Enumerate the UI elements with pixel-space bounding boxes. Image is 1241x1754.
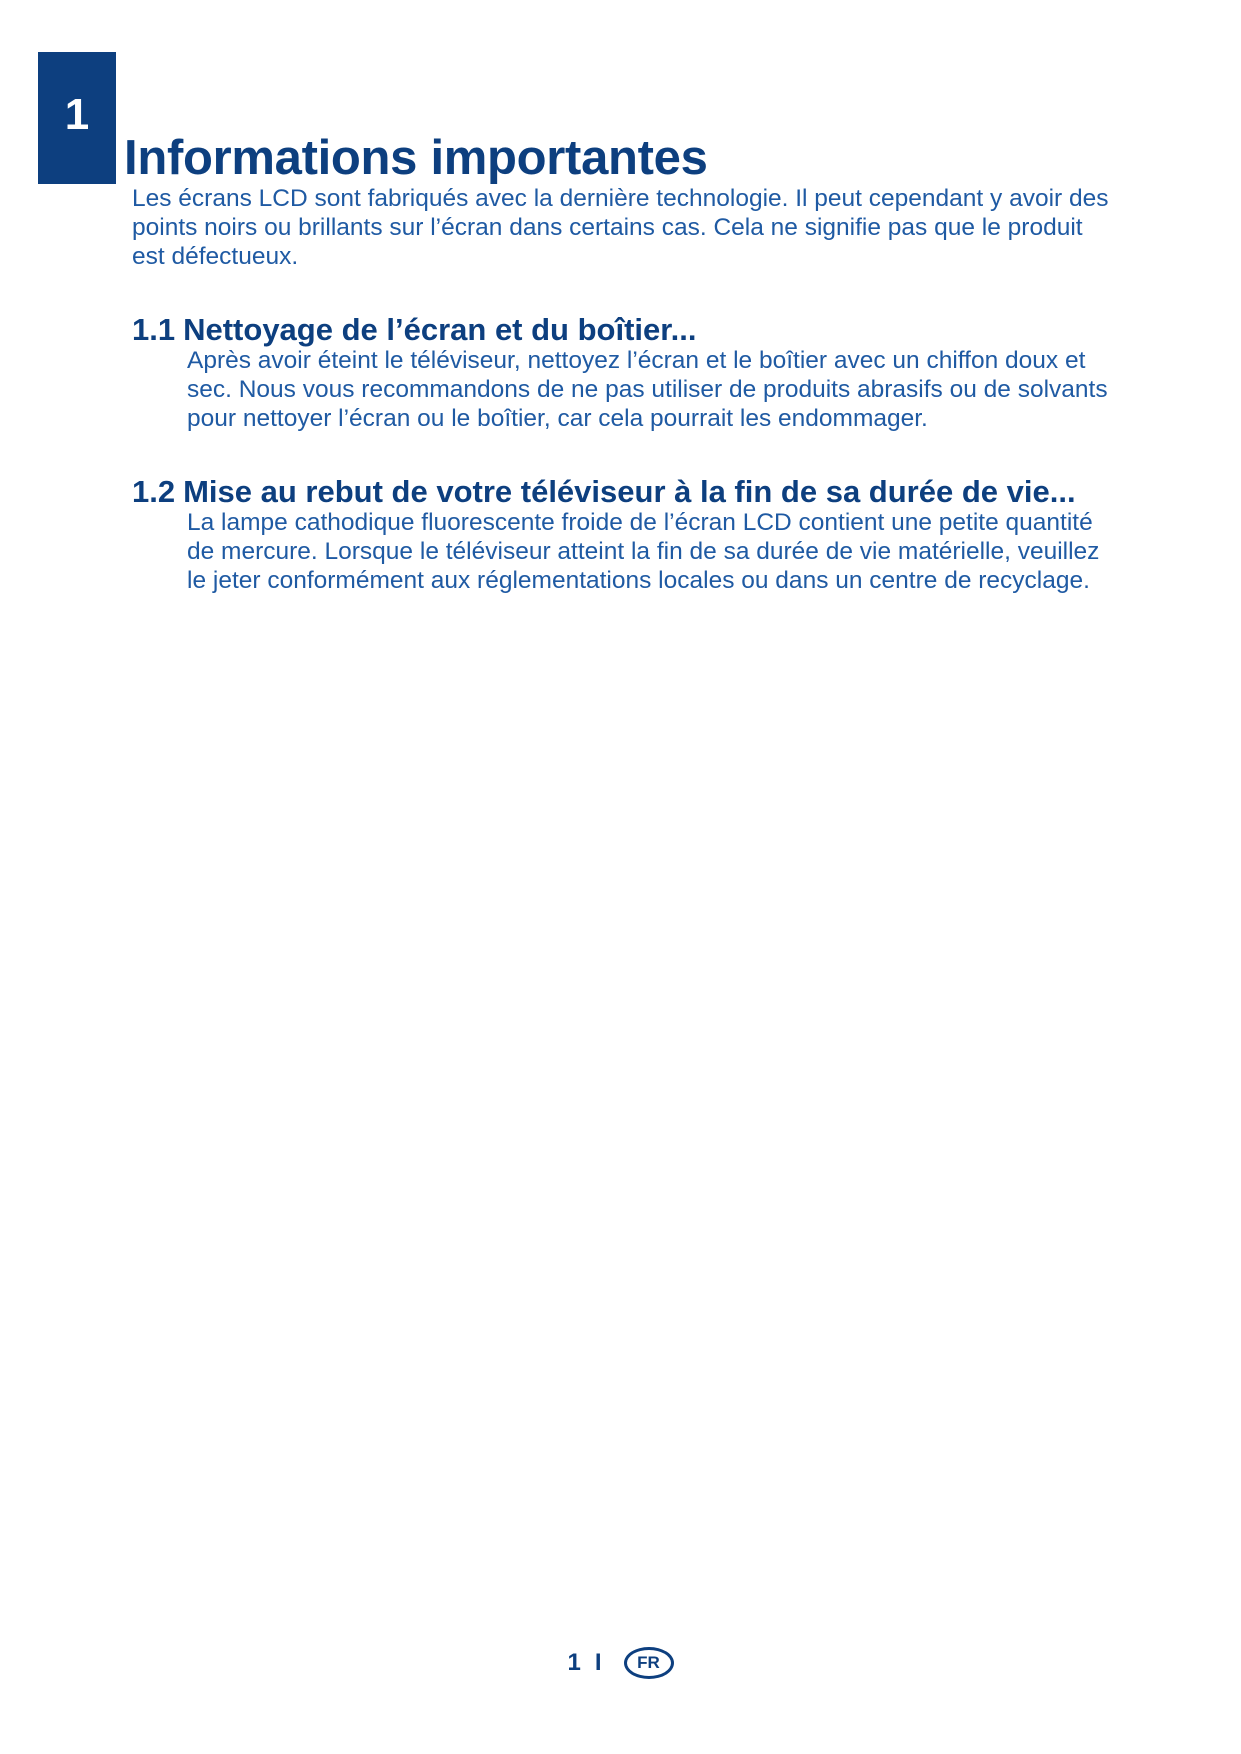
section-body-disposal: La lampe cathodique fluorescente froide de l’écran LCD contient une petite quantité de mercure. Lorsque le téléviseur atteint la fin de sa durée de vie matérielle, veuillez le jeter conformément aux réglementations locales ou dans un centre de recyclage. <box>187 509 1100 594</box>
section-title: Mise au rebut de votre téléviseur à la fin de sa durée de vie... <box>183 474 1076 509</box>
section-body-cleaning: Après avoir éteint le téléviseur, nettoyez l’écran et le boîtier avec un chiffon doux et sec. Nous vous recommandons de ne pas utiliser de produits abrasifs ou de solvants pour nettoyer l’écran ou le boîtier, car cela pourrait les endommager. <box>187 347 1108 432</box>
page-number: 1 <box>567 1649 581 1676</box>
chapter-number-tab <box>38 52 116 184</box>
section-title: Nettoyage de l’écran et du boîtier... <box>183 312 697 347</box>
section-heading-cleaning <box>132 311 696 349</box>
language-badge: FR <box>624 1647 674 1679</box>
section-number: 1.1 <box>132 312 176 347</box>
section-heading-disposal <box>132 473 1076 511</box>
intro-paragraph: Les écrans LCD sont fabriqués avec la dernière technologie. Il peut cependant y avoir des points noirs ou brillants sur l’écran dans certains cas. Cela ne signifie pas que le produit est défectueux. <box>132 185 1109 270</box>
page-footer <box>0 1647 1241 1679</box>
section-number: 1.2 <box>132 474 176 509</box>
footer-separator: I <box>594 1649 602 1676</box>
chapter-number: 1 <box>64 90 90 139</box>
page-title: Informations importantes <box>124 131 708 185</box>
